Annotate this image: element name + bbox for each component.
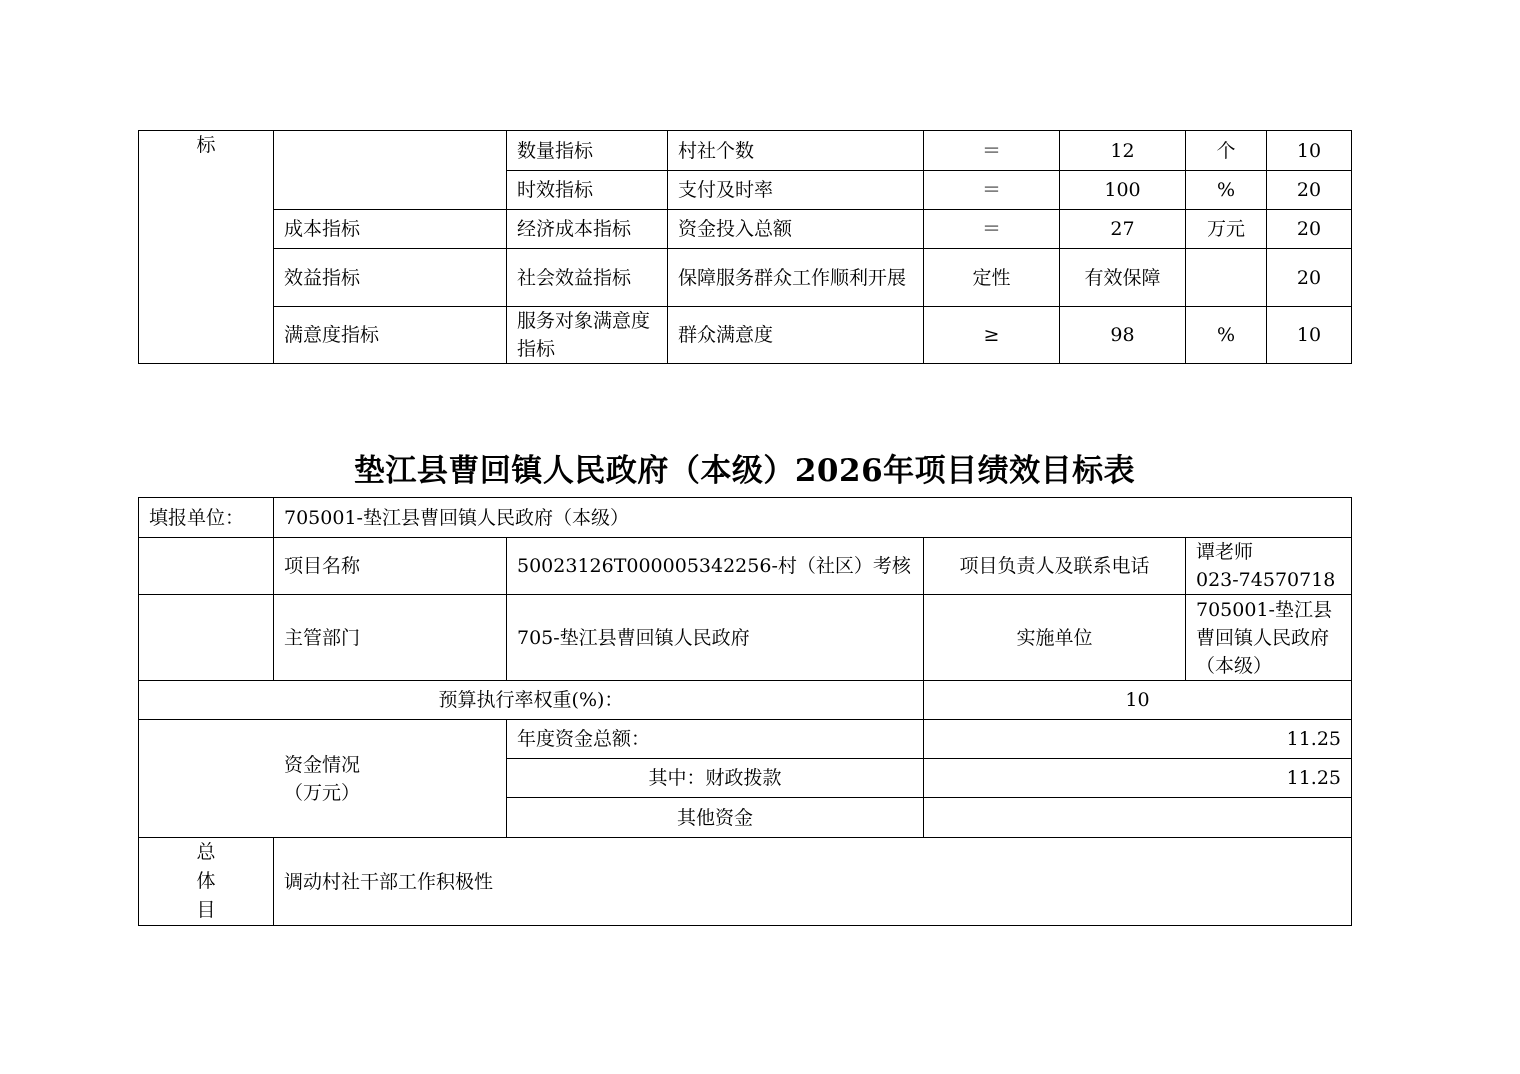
indicator-unit: 个: [1186, 131, 1267, 171]
budget-weight-label: 预算执行率权重(%)：: [139, 681, 924, 720]
funds-label-line2: （万元）: [284, 781, 361, 804]
indicator-unit: %: [1186, 307, 1267, 364]
project-name-value: 50023126T000005342256-村（社区）考核: [507, 538, 924, 595]
indicator-operator: ≥: [924, 307, 1060, 364]
indicator-value: 100: [1060, 171, 1186, 210]
indicator-name: 资金投入总额: [668, 210, 924, 249]
manager-contact: [1186, 538, 1352, 595]
indicator-name: 村社个数: [668, 131, 924, 171]
indicator-value: 98: [1060, 307, 1186, 364]
indicator-operator: ＝: [924, 131, 1060, 171]
indicator-category-label: 标: [139, 131, 274, 364]
goal-label-char: 目: [196, 899, 216, 921]
goal-label-char: 体: [196, 870, 216, 892]
funds-label-line1: 资金情况: [284, 753, 361, 776]
indicator-weight: 10: [1267, 307, 1352, 364]
indicator-level3: 经济成本指标: [507, 210, 668, 249]
dept-label: 主管部门: [274, 595, 507, 681]
indicator-level2: 成本指标: [274, 210, 507, 249]
indicator-level3: 数量指标: [507, 131, 668, 171]
indicator-operator: ＝: [924, 210, 1060, 249]
page-title: 垫江县曹回镇人民政府（本级）2026年项目绩效目标表: [353, 453, 1136, 489]
indicator-value: 12: [1060, 131, 1186, 171]
other-funds-value: [924, 798, 1352, 838]
indicator-weight: 10: [1267, 131, 1352, 171]
manager-phone: 023-74570718: [1196, 569, 1336, 591]
indicator-level2: 满意度指标: [274, 307, 507, 364]
overall-goal-label: [139, 838, 274, 926]
manager-label: 项目负责人及联系电话: [924, 538, 1186, 595]
impl-unit-label: 实施单位: [924, 595, 1186, 681]
fill-unit-value: 705001-垫江县曹回镇人民政府（本级）: [274, 498, 1352, 538]
annual-total-label: 年度资金总额：: [507, 720, 924, 759]
other-funds-label: 其他资金: [507, 798, 924, 838]
funds-label: [139, 720, 507, 838]
indicator-unit: %: [1186, 171, 1267, 210]
overall-goal-text: 调动村社干部工作积极性: [274, 838, 1352, 926]
fill-unit-label: 填报单位：: [139, 498, 274, 538]
fiscal-value: 11.25: [924, 759, 1352, 798]
annual-total-value: 11.25: [924, 720, 1352, 759]
indicator-value: 27: [1060, 210, 1186, 249]
indicator-value: 有效保障: [1060, 249, 1186, 307]
budget-weight-value: 10: [924, 681, 1352, 720]
dept-value: 705-垫江县曹回镇人民政府: [507, 595, 924, 681]
indicator-operator: ＝: [924, 171, 1060, 210]
manager-name: 谭老师: [1196, 541, 1254, 563]
indicator-name: 支付及时率: [668, 171, 924, 210]
indicator-name: 保障服务群众工作顺利开展: [668, 249, 924, 307]
indicator-unit: 万元: [1186, 210, 1267, 249]
goal-label-char: 总: [196, 841, 216, 863]
project-form-table: [138, 497, 1352, 926]
indicator-level2: 效益指标: [274, 249, 507, 307]
indicator-level3: 服务对象满意度指标: [507, 307, 668, 364]
indicator-level3: 时效指标: [507, 171, 668, 210]
indicator-table: [138, 130, 1352, 364]
indicator-weight: 20: [1267, 210, 1352, 249]
indicator-level3: 社会效益指标: [507, 249, 668, 307]
fiscal-label: 其中：财政拨款: [507, 759, 924, 798]
impl-unit-value: 705001-垫江县曹回镇人民政府（本级）: [1186, 595, 1352, 681]
indicator-weight: 20: [1267, 171, 1352, 210]
indicator-level2: [274, 131, 507, 210]
indicator-name: 群众满意度: [668, 307, 924, 364]
indicator-weight: 20: [1267, 249, 1352, 307]
indicator-unit: [1186, 249, 1267, 307]
project-name-label: 项目名称: [274, 538, 507, 595]
indicator-operator: 定性: [924, 249, 1060, 307]
